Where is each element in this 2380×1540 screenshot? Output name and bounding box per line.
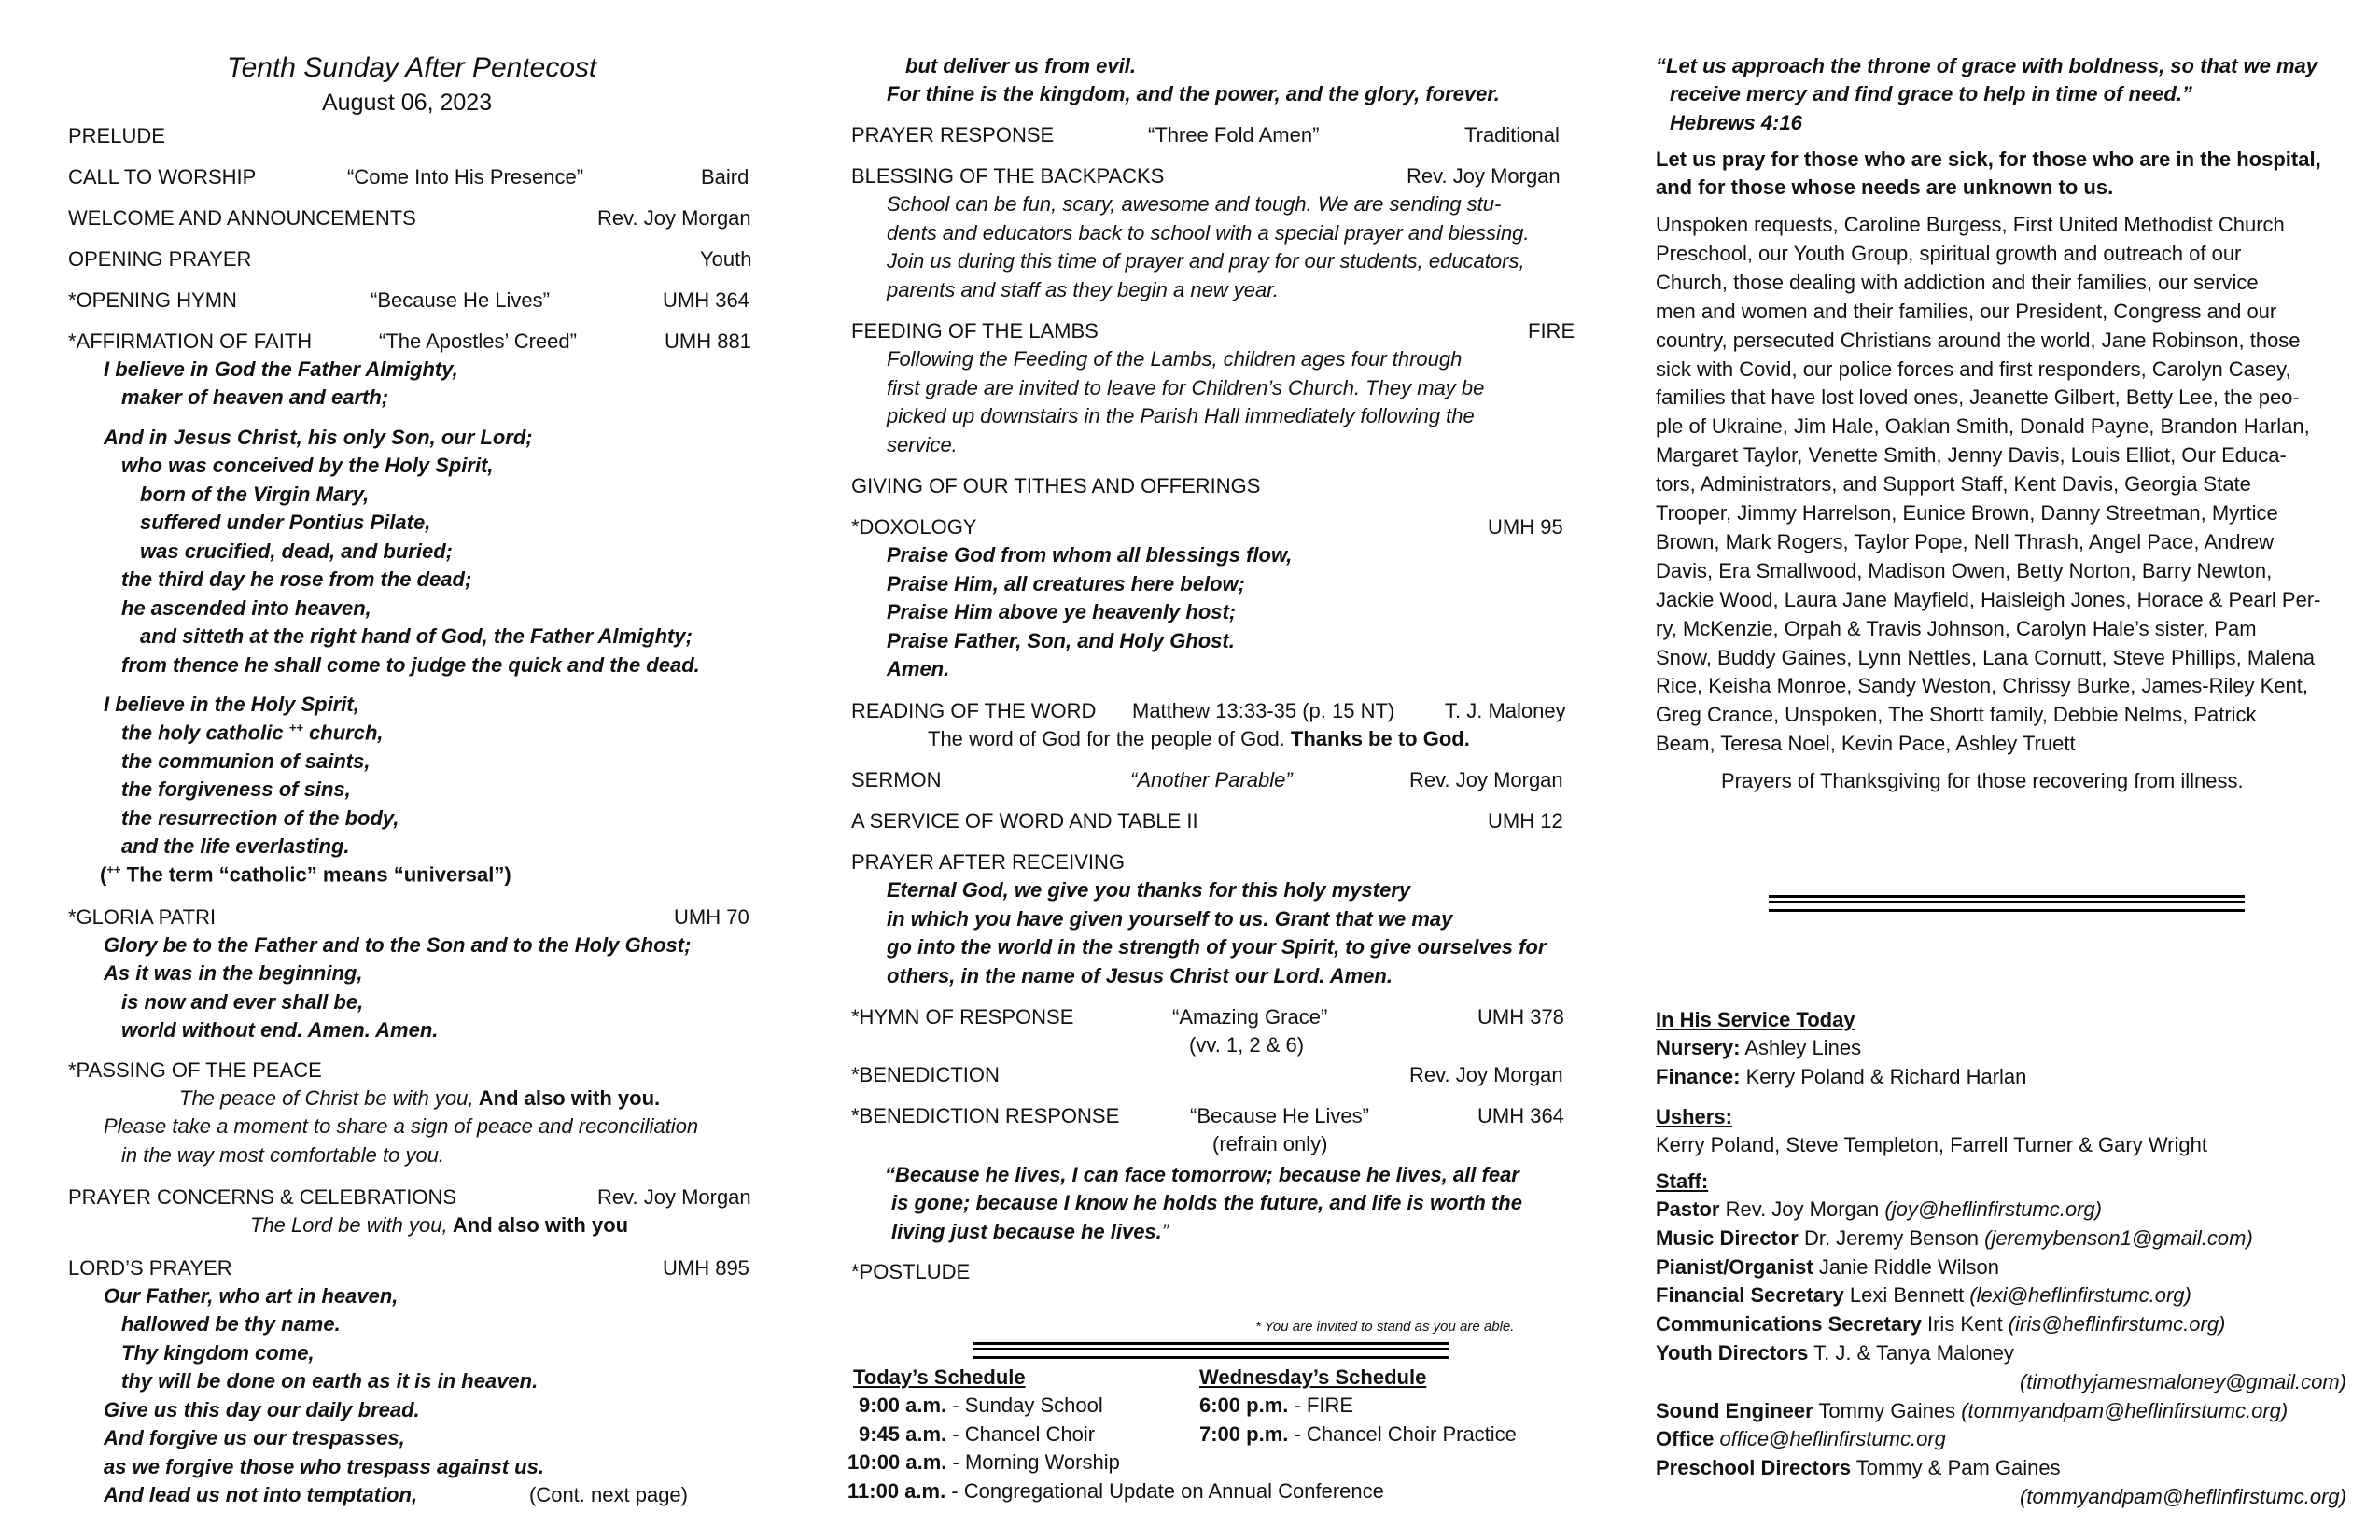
benediction-label: *BENEDICTION: [851, 1063, 1000, 1086]
hymn-response-ref: UMH 378: [1477, 1005, 1564, 1029]
lambs-text: first grade are invited to leave for Children’s Church. They may be: [887, 376, 1485, 399]
staff-name: Iris Kent: [1921, 1312, 2009, 1337]
refrain-line: living just because he lives.”: [891, 1220, 1169, 1243]
staff-email: (timothyjamesmaloney@gmail.com): [2020, 1369, 2346, 1393]
benediction-response-ref: UMH 364: [1477, 1104, 1564, 1127]
staff-line: [1656, 1255, 1999, 1280]
benediction-response-sub: (refrain only): [1212, 1132, 1328, 1155]
scripture-quote: receive mercy and find grace to help in time of need.”: [1670, 82, 2192, 105]
staff-email: (tommyandpam@heflinfirstumc.org): [2020, 1485, 2346, 1508]
welcome-label: WELCOME AND ANNOUNCEMENTS: [68, 206, 416, 230]
backpacks-ref: Rev. Joy Morgan: [1407, 164, 1561, 188]
staff-line: [1656, 1197, 2102, 1222]
prayer-request-line: men and women and their families, our President, Congress and our: [1656, 299, 2277, 323]
today-schedule-heading: Today’s Schedule: [853, 1365, 1026, 1389]
prayer-response-title: “Three Fold Amen”: [1148, 123, 1320, 147]
refrain-line: “Because he lives, I can face tomorrow; because he lives, all fear: [885, 1163, 1519, 1186]
creed-line: was crucified, dead, and buried;: [140, 539, 453, 563]
concerns-label: PRAYER CONCERNS & CELEBRATIONS: [68, 1185, 457, 1209]
staff-line: [1656, 1456, 2061, 1480]
lords-prayer-ref: UMH 895: [663, 1256, 749, 1280]
postlude-label: *POSTLUDE: [851, 1260, 971, 1283]
affirmation-title: “The Apostles’ Creed”: [379, 329, 577, 353]
concerns-ref: Rev. Joy Morgan: [597, 1185, 751, 1209]
staff-role: Youth Directors: [1656, 1341, 1809, 1365]
creed-line: and sitteth at the right hand of God, the Father Almighty;: [140, 624, 693, 648]
finance-line: Finance: Kerry Poland & Richard Harlan: [1656, 1065, 2027, 1088]
call-to-worship-label: CALL TO WORSHIP: [68, 165, 257, 189]
lords-prayer-line: thy will be done on earth as it is in heaven.: [121, 1369, 539, 1393]
opening-prayer-label: OPENING PRAYER: [68, 247, 252, 271]
ushers-list: Kerry Poland, Steve Templeton, Farrell Turner & Gary Wright: [1656, 1133, 2207, 1156]
opening-prayer-ref: Youth: [700, 247, 752, 271]
prayer-request-line: Trooper, Jimmy Harrelson, Eunice Brown, Danny Streetman, Myrtice: [1656, 501, 2278, 525]
sermon-title: “Another Parable”: [1130, 768, 1293, 791]
prayer-request-line: Unspoken requests, Caroline Burgess, First United Methodist Church: [1656, 213, 2285, 236]
prayer-request-line: country, persecuted Christians around the world, Jane Robinson, those: [1656, 328, 2301, 352]
divider: [973, 1342, 1449, 1359]
after-receiving-label: PRAYER AFTER RECEIVING: [851, 850, 1125, 874]
lambs-text: picked up downstairs in the Parish Hall immediately following the: [887, 404, 1475, 427]
staff-name: Tommy Gaines: [1813, 1398, 1962, 1422]
staff-role: Music Director: [1656, 1225, 1799, 1250]
staff-line: [1656, 1283, 2191, 1308]
lords-prayer-label: LORD’S PRAYER: [68, 1256, 232, 1280]
nursery-line: Nursery: Ashley Lines: [1656, 1036, 1862, 1059]
gloria-line: Glory be to the Father and to the Son and to the Holy Ghost;: [104, 933, 692, 957]
reading-scripture: Matthew 13:33-35 (p. 15 NT): [1132, 699, 1395, 722]
today-item: 10:00 a.m. - Morning Worship: [847, 1450, 1120, 1474]
reading-response: The word of God for the people of God. Thanks be to God.: [928, 727, 1470, 750]
benediction-response-title: “Because He Lives”: [1190, 1104, 1369, 1127]
prayer-request-line: ple of Ukraine, Jim Hale, Oaklan Smith, Donald Payne, Brandon Harlan,: [1656, 414, 2310, 439]
staff-email: (joy@heflinfirstumc.org): [1884, 1197, 2102, 1221]
creed-line: and the life everlasting.: [121, 834, 350, 858]
prelude-label: PRELUDE: [68, 124, 165, 147]
lords-prayer-line: Our Father, who art in heaven,: [104, 1284, 399, 1308]
creed-line: And in Jesus Christ, his only Son, our Lord;: [104, 426, 533, 449]
gloria-line: is now and ever shall be,: [121, 990, 364, 1014]
staff-role: Preschool Directors: [1656, 1456, 1852, 1480]
staff-name: Rev. Joy Morgan: [1719, 1197, 1885, 1221]
gloria-line: world without end. Amen. Amen.: [121, 1018, 439, 1042]
creed-line: from thence he shall come to judge the quick and the dead.: [121, 653, 700, 677]
ushers-heading: Ushers:: [1656, 1105, 1732, 1128]
bulletin-date: August 06, 2023: [322, 90, 493, 116]
lambs-text: Following the Feeding of the Lambs, children ages four through: [887, 347, 1463, 371]
peace-response: The peace of Christ be with you, And also with you.: [179, 1086, 661, 1110]
doxology-line: Praise Him above ye heavenly host;: [887, 600, 1237, 623]
call-to-worship-title: “Come Into His Presence”: [347, 165, 584, 189]
staff-line: [1656, 1226, 2253, 1251]
backpacks-text: dents and educators back to school with a special prayer and blessing.: [887, 221, 1530, 245]
lords-prayer-line: Give us this day our daily bread.: [104, 1398, 420, 1421]
today-item: 9:45 a.m. - Chancel Choir: [859, 1422, 1096, 1446]
prayer-request-line: ry, McKenzie, Orpah & Travis Johnson, Carolyn Hale’s sister, Pam: [1656, 616, 2257, 640]
prayer-request-line: Margaret Taylor, Venette Smith, Jenny Davis, Louis Elliot, Our Educa-: [1656, 443, 2287, 468]
staff-name: Tommy & Pam Gaines: [1851, 1456, 2061, 1480]
after-receiving-line: go into the world in the strength of your Spirit, to give ourselves for: [887, 935, 1547, 959]
reading-label: READING OF THE WORD: [851, 699, 1097, 722]
doxology-line: Praise God from whom all blessings flow,: [887, 543, 1293, 567]
lambs-ref: FIRE: [1528, 319, 1575, 343]
lords-prayer-line: as we forgive those who trespass against us.: [104, 1455, 544, 1478]
hymn-response-label: *HYMN OF RESPONSE: [851, 1005, 1074, 1029]
continued-note: (Cont. next page): [529, 1483, 688, 1506]
prayer-request-line: families that have lost loved ones, Jeanette Gilbert, Betty Lee, the peo-: [1656, 385, 2300, 410]
staff-line: [1656, 1399, 2288, 1423]
refrain-line: is gone; because I know he holds the future, and life is worth the: [891, 1191, 1522, 1214]
staff-line: [1656, 1341, 2014, 1365]
lords-prayer-line: And lead us not into temptation,: [104, 1483, 418, 1506]
prayer-request-line: Davis, Era Smallwood, Madison Owen, Betty Norton, Barry Newton,: [1656, 558, 2273, 582]
peace-label: *PASSING OF THE PEACE: [68, 1058, 322, 1082]
stand-note: * You are invited to stand as you are able.: [1255, 1319, 1515, 1335]
opening-hymn-ref: UMH 364: [663, 288, 749, 312]
staff-name: T. J. & Tanya Maloney: [1808, 1341, 2014, 1365]
pray-heading: Let us pray for those who are sick, for those who are in the hospital,: [1656, 147, 2321, 171]
doxology-ref: UMH 95: [1488, 515, 1563, 539]
doxology-line: Praise Him, all creatures here below;: [887, 572, 1245, 595]
divider: [1769, 895, 2245, 912]
prayer-request-line: Rice, Keisha Monroe, Sandy Weston, Chrissy Burke, James-Riley Kent,: [1656, 674, 2308, 698]
prayer-request-line: Church, those dealing with addiction and their families, our service: [1656, 270, 2259, 294]
prayer-request-line: Preschool, our Youth Group, spiritual growth and outreach of our: [1656, 241, 2242, 265]
staff-email: office@heflinfirstumc.org: [1719, 1427, 1946, 1451]
prayer-request-line: Snow, Buddy Gaines, Lynn Nettles, Lana Cornutt, Steve Phillips, Malena: [1656, 645, 2316, 669]
creed-line: suffered under Pontius Pilate,: [140, 511, 431, 534]
staff-role: Financial Secretary: [1656, 1283, 1844, 1308]
prayer-response-label: PRAYER RESPONSE: [851, 123, 1055, 147]
lords-prayer-line: Thy kingdom come,: [121, 1341, 315, 1365]
welcome-ref: Rev. Joy Morgan: [597, 206, 751, 230]
creed-line: the communion of saints,: [121, 749, 371, 773]
gloria-line: As it was in the beginning,: [104, 961, 363, 985]
staff-line: [1656, 1427, 1946, 1451]
wednesday-schedule-heading: Wednesday’s Schedule: [1199, 1365, 1427, 1389]
pray-heading: and for those whose needs are unknown to us.: [1656, 175, 2114, 199]
staff-line: [2020, 1485, 2346, 1509]
backpacks-label: BLESSING OF THE BACKPACKS: [851, 164, 1165, 188]
staff-heading: Staff:: [1656, 1169, 1709, 1193]
staff-role: Sound Engineer: [1656, 1398, 1813, 1422]
creed-line: who was conceived by the Holy Spirit,: [121, 454, 494, 477]
peace-instruction: in the way most comfortable to you.: [121, 1143, 445, 1167]
backpacks-text: Join us during this time of prayer and pray for our students, educators,: [887, 249, 1525, 273]
staff-email: (tommyandpam@heflinfirstumc.org): [1961, 1398, 2289, 1422]
reading-reader: T. J. Maloney: [1445, 699, 1566, 722]
staff-email: (lexi@heflinfirstumc.org): [1969, 1283, 2191, 1308]
staff-role: Pianist/Organist: [1656, 1254, 1813, 1279]
thanksgiving-note: Prayers of Thanksgiving for those recovering from illness.: [1721, 769, 2244, 792]
opening-hymn-label: *OPENING HYMN: [68, 288, 237, 312]
after-receiving-line: in which you have given yourself to us. Grant that we may: [887, 907, 1453, 931]
prayer-request-line: Greg Crance, Unspoken, The Shortt family, Debbie Nelms, Patrick: [1656, 703, 2257, 727]
staff-line: [1656, 1312, 2225, 1337]
staff-name: Lexi Bennett: [1843, 1283, 1970, 1308]
staff-role: Pastor: [1656, 1197, 1720, 1221]
prayer-request-line: Beam, Teresa Noel, Kevin Pace, Ashley Truett: [1656, 732, 2076, 756]
staff-email: (iris@heflinfirstumc.org): [2008, 1312, 2226, 1337]
staff-email: (jeremybenson1@gmail.com): [1984, 1225, 2253, 1250]
gloria-ref: UMH 70: [674, 905, 749, 929]
staff-name: Janie Riddle Wilson: [1813, 1254, 2000, 1279]
lords-prayer-line: but deliver us from evil.: [905, 54, 1136, 77]
sermon-label: SERMON: [851, 768, 942, 791]
lords-prayer-line: hallowed be thy name.: [121, 1312, 341, 1336]
call-to-worship-ref: Baird: [701, 165, 749, 189]
lambs-label: FEEDING OF THE LAMBS: [851, 319, 1099, 343]
creed-line: the resurrection of the body,: [121, 806, 399, 830]
gloria-label: *GLORIA PATRI: [68, 905, 217, 929]
scripture-citation: Hebrews 4:16: [1670, 111, 1802, 134]
lambs-text: service.: [887, 433, 958, 456]
tithes-label: GIVING OF OUR TITHES AND OFFERINGS: [851, 474, 1261, 497]
lords-prayer-line: And forgive us our trespasses,: [104, 1426, 405, 1449]
service-today-heading: In His Service Today: [1656, 1008, 1855, 1031]
creed-line: I believe in the Holy Spirit,: [104, 693, 359, 716]
prayer-request-line: tors, Administrators, and Support Staff, Kent Davis, Georgia State: [1656, 472, 2251, 497]
prayer-request-line: sick with Covid, our police forces and first responders, Carolyn Casey,: [1656, 357, 2291, 381]
staff-role: Communications Secretary: [1656, 1312, 1922, 1337]
creed-line: maker of heaven and earth;: [121, 385, 389, 409]
creed-line: I believe in God the Father Almighty,: [104, 357, 458, 381]
service-ref: UMH 12: [1488, 809, 1563, 833]
scripture-quote: “Let us approach the throne of grace with boldness, so that we may: [1656, 54, 2318, 77]
service-label: A SERVICE OF WORD AND TABLE II: [851, 809, 1198, 833]
after-receiving-line: Eternal God, we give you thanks for this holy mystery: [887, 878, 1411, 902]
staff-line: [2020, 1370, 2346, 1394]
doxology-label: *DOXOLOGY: [851, 515, 977, 539]
staff-role: Office: [1656, 1427, 1715, 1451]
backpacks-text: School can be fun, scary, awesome and tough. We are sending stu-: [887, 192, 1502, 216]
opening-hymn-title: “Because He Lives”: [371, 288, 550, 312]
creed-line: the third day he rose from the dead;: [121, 567, 472, 591]
affirmation-ref: UMH 881: [665, 329, 751, 353]
creed-line: born of the Virgin Mary,: [140, 483, 370, 506]
benediction-response-label: *BENEDICTION RESPONSE: [851, 1104, 1120, 1127]
backpacks-text: parents and staff as they begin a new year.: [887, 278, 1279, 301]
doxology-line: Praise Father, Son, and Holy Ghost.: [887, 629, 1235, 652]
concerns-response: The Lord be with you, And also with you: [250, 1213, 629, 1237]
bulletin-title: Tenth Sunday After Pentecost: [227, 52, 597, 83]
prayer-request-line: Brown, Mark Rogers, Taylor Pope, Nell Thrash, Angel Pace, Andrew: [1656, 529, 2274, 553]
peace-instruction: Please take a moment to share a sign of peace and reconciliation: [104, 1114, 699, 1138]
lords-prayer-line: For thine is the kingdom, and the power, and the glory, forever.: [887, 82, 1500, 105]
hymn-response-title: “Amazing Grace”: [1172, 1005, 1328, 1029]
wednesday-item: 6:00 p.m. - FIRE: [1199, 1393, 1354, 1417]
creed-line: the forgiveness of sins,: [121, 777, 351, 801]
creed-line: the holy catholic ++ church,: [121, 721, 384, 745]
creed-line: he ascended into heaven,: [121, 596, 371, 620]
today-item: 9:00 a.m. - Sunday School: [859, 1393, 1103, 1417]
benediction-ref: Rev. Joy Morgan: [1409, 1063, 1563, 1086]
hymn-response-verses: (vv. 1, 2 & 6): [1189, 1033, 1305, 1057]
prayer-response-ref: Traditional: [1464, 123, 1560, 147]
sermon-ref: Rev. Joy Morgan: [1409, 768, 1563, 791]
affirmation-label: *AFFIRMATION OF FAITH: [68, 329, 313, 353]
today-item: 11:00 a.m. - Congregational Update on Annual Conference: [847, 1479, 1384, 1503]
doxology-line: Amen.: [887, 657, 950, 680]
creed-footnote: (++ The term “catholic” means “universal”): [100, 862, 511, 887]
staff-name: Dr. Jeremy Benson: [1798, 1225, 1985, 1250]
after-receiving-line: others, in the name of Jesus Christ our Lord. Amen.: [887, 964, 1393, 987]
creed-footnote-mark: ++: [288, 721, 303, 735]
wednesday-item: 7:00 p.m. - Chancel Choir Practice: [1199, 1422, 1517, 1446]
prayer-request-line: Jackie Wood, Laura Jane Mayfield, Haisleigh Jones, Horace & Pearl Per-: [1656, 587, 2321, 611]
